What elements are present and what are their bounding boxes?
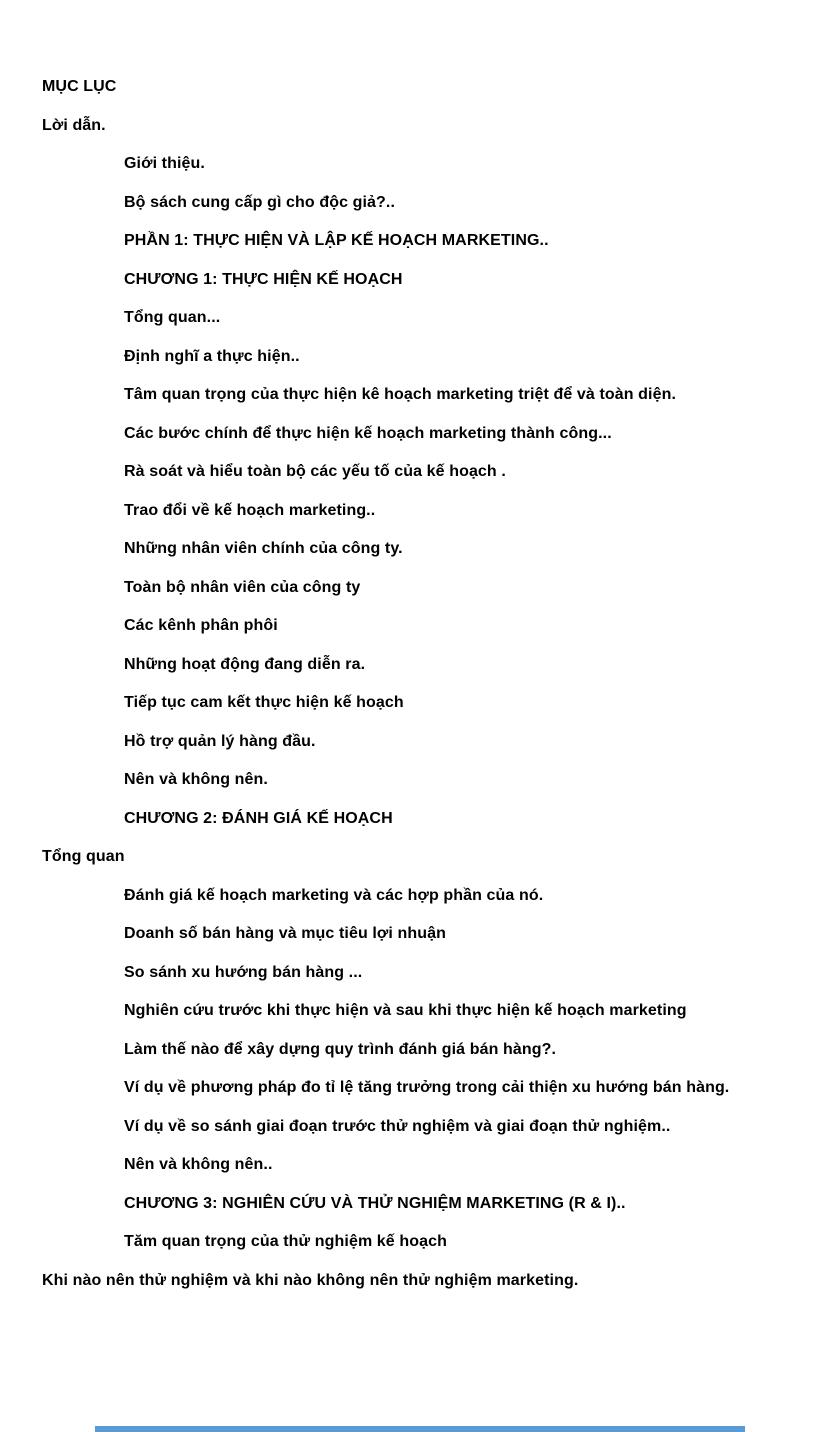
toc-line: CHƯƠNG 1: THỰC HIỆN KẾ HOẠCH (124, 270, 403, 288)
toc-line: CHƯƠNG 2: ĐÁNH GIÁ KẾ HOẠCH (124, 809, 393, 827)
toc-line: Các kênh phân phôi (124, 617, 278, 635)
toc-line: Lời dẫn. (42, 116, 106, 134)
toc-line: Giới thiệu. (124, 155, 205, 173)
toc-line: Ví dụ về so sánh giai đoạn trước thử nghiệm và giai đoạn thử nghiệm.. (124, 1117, 671, 1135)
toc-line: Đánh giá kế hoạch marketing và các hợp phần của nó. (124, 886, 544, 904)
toc-line: Tổng quan (42, 848, 125, 866)
toc-line: Trao đổi về kế hoạch marketing.. (124, 501, 376, 519)
toc-line: Tổng quan... (124, 309, 221, 327)
toc-line: So sánh xu hướng bán hàng ... (124, 963, 363, 981)
toc-line: Nên và không nên. (124, 771, 268, 789)
toc-line: Toàn bộ nhân viên của công ty (124, 578, 361, 596)
toc-line: Doanh số bán hàng và mục tiêu lợi nhuận (124, 925, 446, 943)
toc-line: Ví dụ về phương pháp đo tỉ lệ tăng trưởng trong cải thiện xu hướng bán hàng. (124, 1079, 730, 1097)
toc-line: Các bước chính để thực hiện kế hoạch marketing thành công... (124, 424, 612, 442)
toc-line: MỤC LỤC (42, 78, 117, 96)
toc-line: Tiếp tục cam kết thực hiện kế hoạch (124, 694, 404, 712)
toc-line: Bộ sách cung cấp gì cho độc giả?.. (124, 193, 395, 211)
toc-line: CHƯƠNG 3: NGHIÊN CỨU VÀ THỬ NGHIỆM MARKETING (R & I).. (124, 1194, 626, 1212)
bottom-blue-bar (95, 1426, 745, 1432)
toc-line: Rà soát và hiểu toàn bộ các yếu tố của kế hoạch . (124, 463, 506, 481)
toc-line: Nghiên cứu trước khi thực hiện và sau khi thực hiện kế hoạch marketing (124, 1002, 687, 1020)
toc-line: Những nhân viên chính của công ty. (124, 540, 403, 558)
toc-line: Tâm quan trọng của thực hiện kê hoạch marketing triệt để và toàn diện. (124, 386, 677, 404)
toc-line: Định nghĩ a thực hiện.. (124, 347, 300, 365)
toc-line: Hồ trợ quản lý hàng đầu. (124, 732, 316, 750)
toc-line: Nên và không nên.. (124, 1156, 273, 1174)
toc-line: Những hoạt động đang diễn ra. (124, 655, 366, 673)
toc-line: Tăm quan trọng của thử nghiệm kế hoạch (124, 1233, 447, 1251)
toc-line: Khi nào nên thử nghiệm và khi nào không nên thử nghiệm marketing. (42, 1271, 579, 1289)
table-of-contents (42, 68, 828, 1300)
toc-line: Làm thế nào để xây dựng quy trình đánh giá bán hàng?. (124, 1040, 557, 1058)
toc-line: PHẦN 1: THỰC HIỆN VÀ LẬP KẾ HOẠCH MARKETING.. (124, 232, 549, 250)
